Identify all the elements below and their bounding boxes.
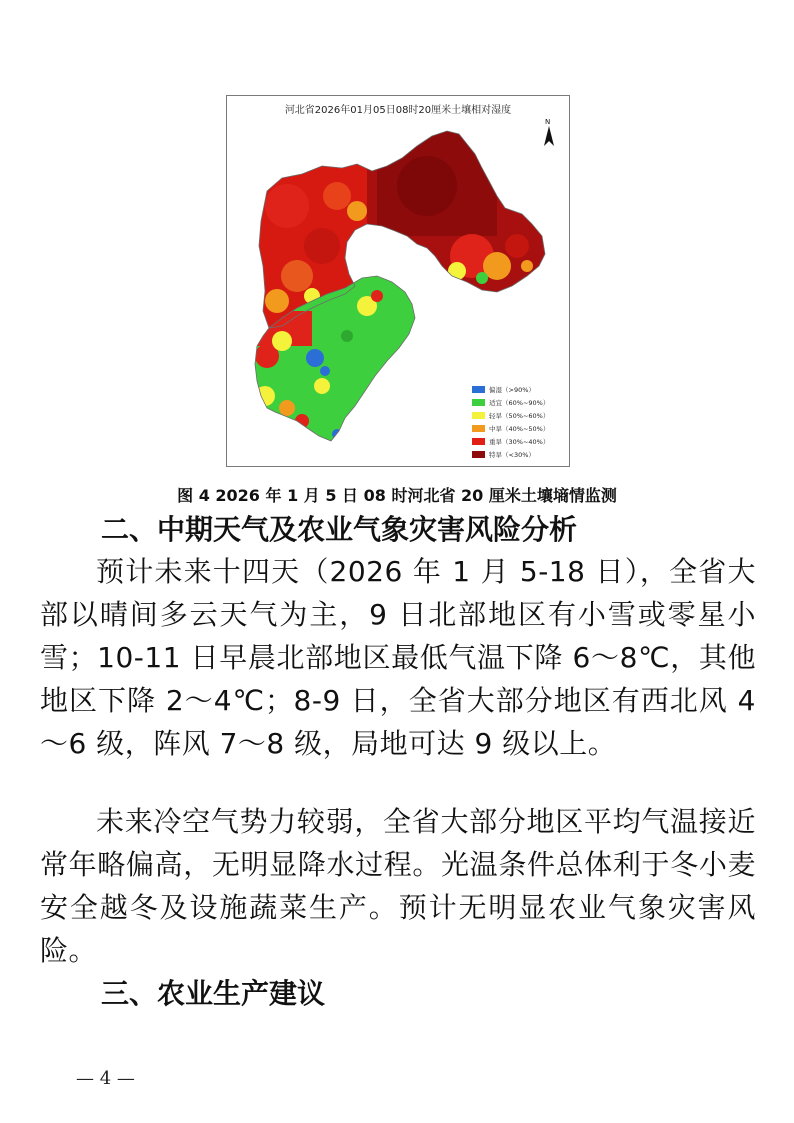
legend-label: 重旱（30%~40%） [489, 437, 550, 446]
north-arrow-icon [541, 124, 557, 148]
legend-item [472, 448, 562, 460]
legend-item [472, 396, 562, 408]
north-label: N [545, 118, 551, 126]
legend-swatch [472, 451, 485, 458]
figure-caption: 图 4 2026 年 1 月 5 日 08 时河北省 20 厘米土壤墒情监测 [177, 486, 617, 505]
legend-swatch [472, 412, 485, 419]
map-legend [472, 383, 562, 461]
legend-label: 偏湿（>90%） [489, 385, 535, 394]
legend-label: 中旱（40%~50%） [489, 424, 550, 433]
legend-item [472, 409, 562, 421]
paragraph-risk: 未来冷空气势力较弱，全省大部分地区平均气温接近常年略偏高，无明显降水过程。光温条件总体利于冬小麦安全越冬及设施蔬菜生产。预计无明显农业气象灾害风险。 [40, 805, 756, 967]
legend-swatch [472, 438, 485, 445]
legend-label: 轻旱（50%~60%） [489, 411, 550, 420]
section-heading-3: 三、农业生产建议 [101, 977, 326, 1010]
legend-swatch [472, 425, 485, 432]
legend-label: 特旱（<30%） [489, 450, 535, 459]
legend-item [472, 435, 562, 447]
soil-moisture-map [226, 95, 570, 467]
legend-swatch [472, 386, 485, 393]
page-number: — 4 — [76, 1068, 135, 1089]
paragraph-forecast: 预计未来十四天（2026 年 1 月 5-18 日），全省大部以晴间多云天气为主，9 日北部地区有小雪或零星小雪；10-11 日早晨北部地区最低气温下降 6～8℃，其他地区下降 2～4℃；8-9 日，全省大部分地区有西北风 4～6 级，阵风 7～8 级，局地可达 9 级以上。 [40, 555, 756, 760]
legend-item [472, 422, 562, 434]
legend-label: 适宜（60%~90%） [489, 398, 550, 407]
section-heading-2: 二、中期天气及农业气象灾害风险分析 [101, 513, 578, 546]
map-title: 河北省2026年01月05日08时20厘米土壤相对湿度 [284, 105, 512, 116]
legend-swatch [472, 399, 485, 406]
legend-item [472, 383, 562, 395]
